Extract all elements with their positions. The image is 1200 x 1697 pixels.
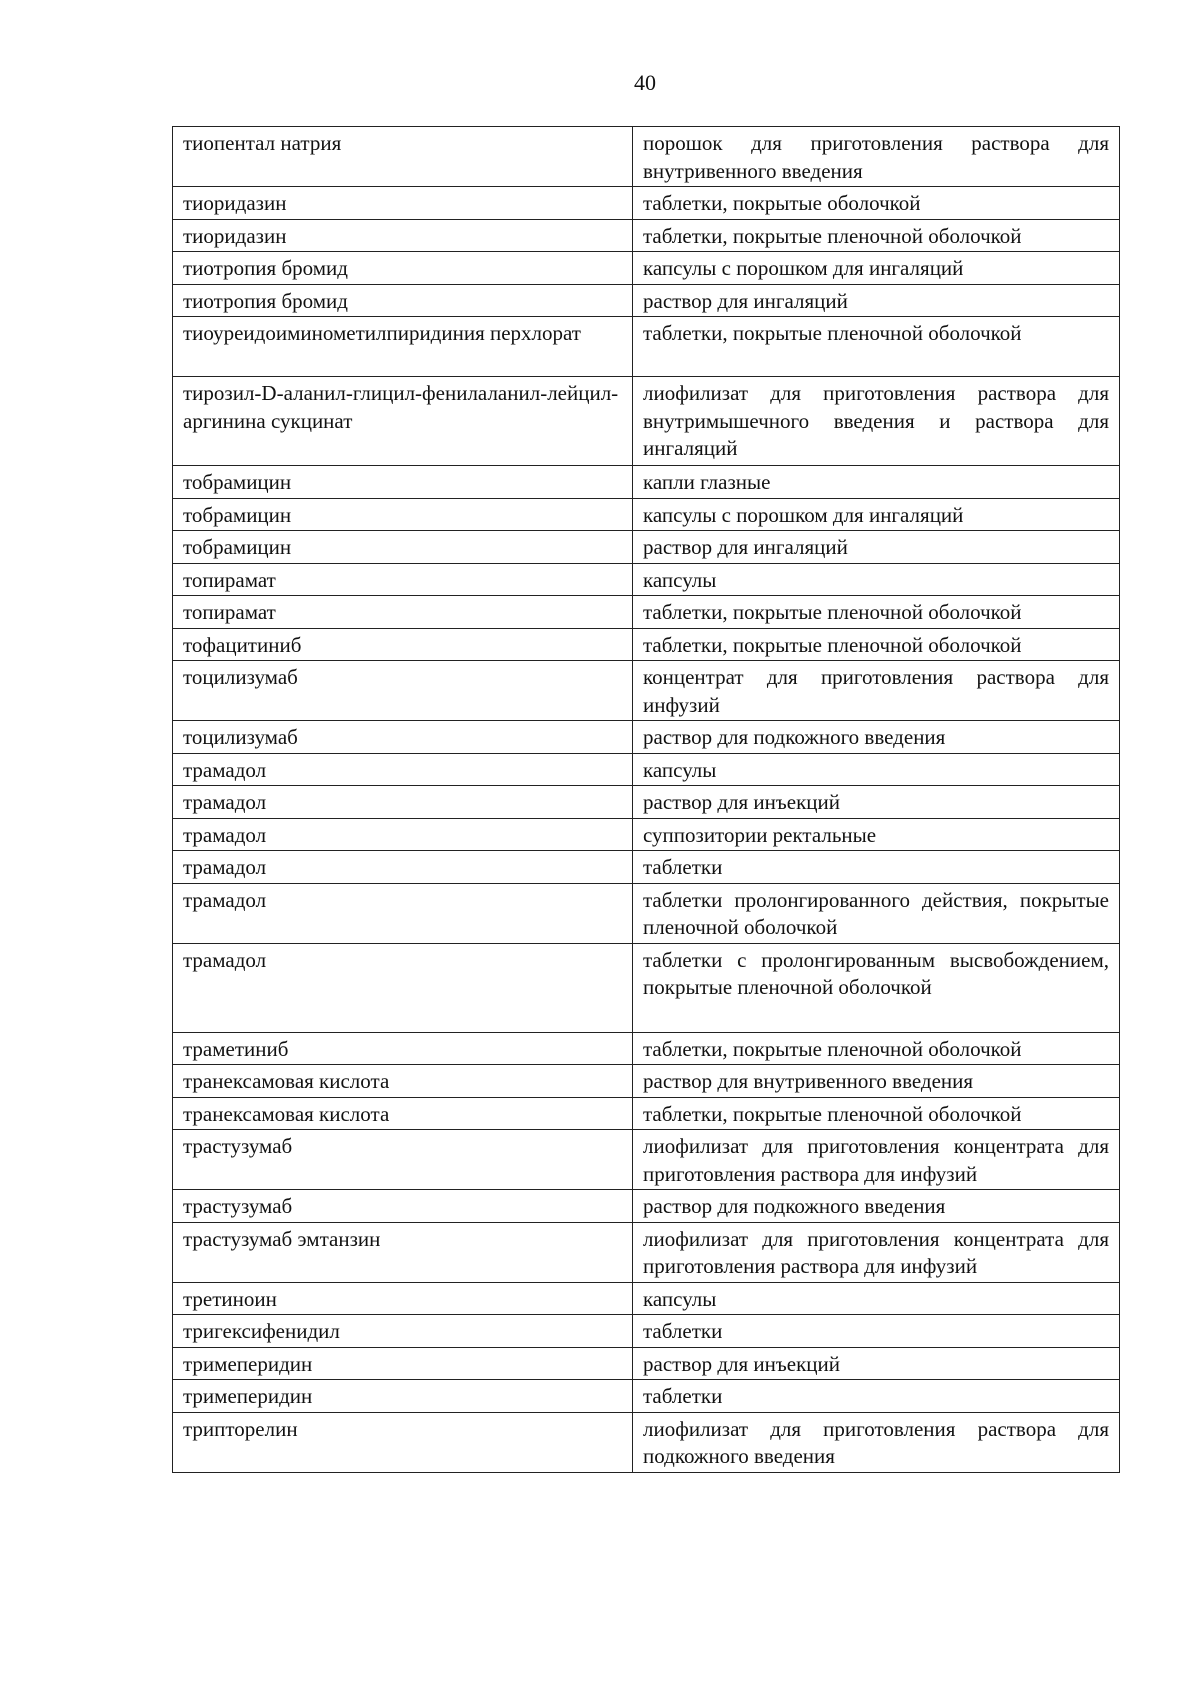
- table-row: [173, 466, 1120, 499]
- drug-name-cell: траметиниб: [173, 1032, 633, 1065]
- dosage-form-cell: таблетки, покрытые пленочной оболочкой: [633, 317, 1120, 377]
- table-row: [173, 1282, 1120, 1315]
- dosage-form-cell: таблетки, покрытые пленочной оболочкой: [633, 596, 1120, 629]
- drug-name-cell: трамадол: [173, 851, 633, 884]
- table-row: [173, 1065, 1120, 1098]
- drug-name-cell: трастузумаб: [173, 1130, 633, 1190]
- drug-table: [172, 126, 1120, 1473]
- table-row: [173, 1412, 1120, 1472]
- dosage-form-cell: таблетки: [633, 1380, 1120, 1413]
- drug-name-cell: трамадол: [173, 818, 633, 851]
- dosage-form-cell: капли глазные: [633, 466, 1120, 499]
- drug-name-cell: тофацитиниб: [173, 628, 633, 661]
- table-row: [173, 531, 1120, 564]
- table-row: [173, 851, 1120, 884]
- drug-name-cell: тиопентал натрия: [173, 127, 633, 187]
- drug-name-cell: тобрамицин: [173, 466, 633, 499]
- table-row: [173, 943, 1120, 1032]
- dosage-form-cell: капсулы: [633, 563, 1120, 596]
- table-row: [173, 596, 1120, 629]
- drug-name-cell: тиотропия бромид: [173, 284, 633, 317]
- dosage-form-cell: раствор для ингаляций: [633, 531, 1120, 564]
- dosage-form-cell: таблетки: [633, 851, 1120, 884]
- table-row: [173, 1380, 1120, 1413]
- table-row: [173, 1347, 1120, 1380]
- table-row: [173, 721, 1120, 754]
- dosage-form-cell: раствор для подкожного введения: [633, 1190, 1120, 1223]
- table-row: [173, 1222, 1120, 1282]
- drug-name-cell: тиоуреидоиминометилпиридиния перхлорат: [173, 317, 633, 377]
- table-row: [173, 252, 1120, 285]
- drug-name-cell: тирозил-D-аланил-глицил-фенилаланил-лейцил-аргинина сукцинат: [173, 377, 633, 466]
- table-row: [173, 661, 1120, 721]
- drug-name-cell: тоцилизумаб: [173, 661, 633, 721]
- dosage-form-cell: таблетки, покрытые пленочной оболочкой: [633, 628, 1120, 661]
- dosage-form-cell: раствор для внутривенного введения: [633, 1065, 1120, 1098]
- dosage-form-cell: лиофилизат для приготовления раствора для подкожного введения: [633, 1412, 1120, 1472]
- drug-name-cell: тобрамицин: [173, 531, 633, 564]
- dosage-form-cell: таблетки с пролонгированным высвобождением, покрытые пленочной оболочкой: [633, 943, 1120, 1032]
- drug-name-cell: тиоридазин: [173, 187, 633, 220]
- drug-name-cell: тобрамицин: [173, 498, 633, 531]
- table-row: [173, 1097, 1120, 1130]
- drug-name-cell: трамадол: [173, 883, 633, 943]
- table-row: [173, 127, 1120, 187]
- table-row: [173, 377, 1120, 466]
- dosage-form-cell: капсулы с порошком для ингаляций: [633, 252, 1120, 285]
- drug-name-cell: трастузумаб: [173, 1190, 633, 1223]
- dosage-form-cell: лиофилизат для приготовления концентрата для приготовления раствора для инфузий: [633, 1130, 1120, 1190]
- table-row: [173, 284, 1120, 317]
- drug-name-cell: трамадол: [173, 753, 633, 786]
- table-row: [173, 317, 1120, 377]
- table-row: [173, 628, 1120, 661]
- dosage-form-cell: раствор для инъекций: [633, 1347, 1120, 1380]
- drug-name-cell: топирамат: [173, 596, 633, 629]
- dosage-form-cell: таблетки, покрытые пленочной оболочкой: [633, 219, 1120, 252]
- dosage-form-cell: суппозитории ректальные: [633, 818, 1120, 851]
- dosage-form-cell: таблетки, покрытые пленочной оболочкой: [633, 1032, 1120, 1065]
- dosage-form-cell: раствор для подкожного введения: [633, 721, 1120, 754]
- drug-name-cell: тримеперидин: [173, 1347, 633, 1380]
- drug-name-cell: третиноин: [173, 1282, 633, 1315]
- drug-name-cell: трамадол: [173, 943, 633, 1032]
- table-row: [173, 219, 1120, 252]
- dosage-form-cell: лиофилизат для приготовления концентрата для приготовления раствора для инфузий: [633, 1222, 1120, 1282]
- drug-name-cell: тиоридазин: [173, 219, 633, 252]
- dosage-form-cell: порошок для приготовления раствора для внутривенного введения: [633, 127, 1120, 187]
- table-row: [173, 786, 1120, 819]
- drug-table-body: [173, 127, 1120, 1473]
- drug-name-cell: тригексифенидил: [173, 1315, 633, 1348]
- dosage-form-cell: капсулы: [633, 1282, 1120, 1315]
- page-number: 40: [634, 70, 656, 95]
- dosage-form-cell: лиофилизат для приготовления раствора для внутримышечного введения и раствора для ингаляций: [633, 377, 1120, 466]
- drug-name-cell: транексамовая кислота: [173, 1097, 633, 1130]
- table-row: [173, 883, 1120, 943]
- table-row: [173, 753, 1120, 786]
- drug-name-cell: трамадол: [173, 786, 633, 819]
- drug-name-cell: тоцилизумаб: [173, 721, 633, 754]
- table-row: [173, 563, 1120, 596]
- table-row: [173, 1315, 1120, 1348]
- dosage-form-cell: концентрат для приготовления раствора для инфузий: [633, 661, 1120, 721]
- drug-name-cell: транексамовая кислота: [173, 1065, 633, 1098]
- dosage-form-cell: раствор для ингаляций: [633, 284, 1120, 317]
- drug-name-cell: тиотропия бромид: [173, 252, 633, 285]
- dosage-form-cell: таблетки пролонгированного действия, покрытые пленочной оболочкой: [633, 883, 1120, 943]
- dosage-form-cell: таблетки: [633, 1315, 1120, 1348]
- table-row: [173, 187, 1120, 220]
- dosage-form-cell: капсулы: [633, 753, 1120, 786]
- table-row: [173, 1130, 1120, 1190]
- table-row: [173, 1190, 1120, 1223]
- table-row: [173, 498, 1120, 531]
- table-row: [173, 818, 1120, 851]
- drug-name-cell: тримеперидин: [173, 1380, 633, 1413]
- dosage-form-cell: капсулы с порошком для ингаляций: [633, 498, 1120, 531]
- drug-name-cell: трастузумаб эмтанзин: [173, 1222, 633, 1282]
- dosage-form-cell: раствор для инъекций: [633, 786, 1120, 819]
- dosage-form-cell: таблетки, покрытые оболочкой: [633, 187, 1120, 220]
- dosage-form-cell: таблетки, покрытые пленочной оболочкой: [633, 1097, 1120, 1130]
- drug-name-cell: топирамат: [173, 563, 633, 596]
- drug-name-cell: трипторелин: [173, 1412, 633, 1472]
- table-row: [173, 1032, 1120, 1065]
